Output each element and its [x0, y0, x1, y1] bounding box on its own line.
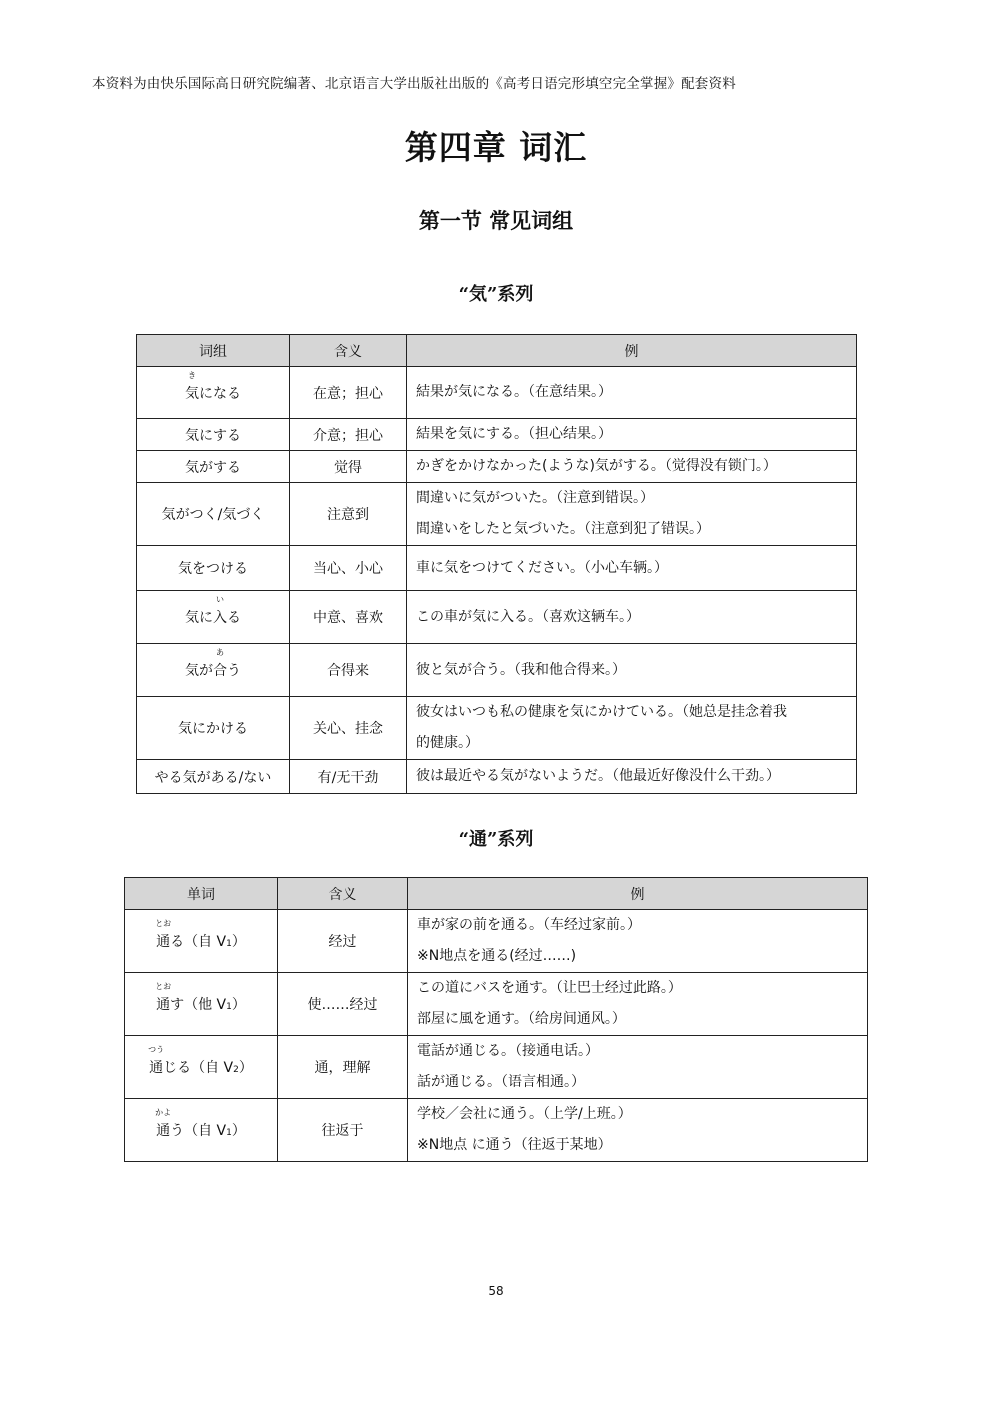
- example-cell: 学校／会社に通う。（上学/上班。） ※N地点 に通う（往返于某地）: [408, 1099, 868, 1162]
- phrase-cell: 気に い 入る: [137, 591, 290, 644]
- table-row: [137, 451, 857, 483]
- furigana: つう: [148, 1045, 165, 1054]
- example-cell: 車に気をつけてください。（小心车辆。）: [407, 546, 857, 591]
- phrase-cell: やる気がある/ない: [137, 760, 290, 794]
- example-cell: 彼は最近やる気がないようだ。（他最近好像没什么干劲。）: [407, 760, 857, 794]
- furigana: あ: [216, 648, 224, 657]
- phrase-cell: 気がつく/気づく: [137, 483, 290, 546]
- phrase-cell: 気にする: [137, 419, 290, 451]
- header-word: 单词: [125, 878, 278, 910]
- table-row: [125, 973, 868, 1036]
- table-row: [137, 367, 857, 419]
- example-cell: 車が家の前を通る。（车经过家前。） ※N地点を通る(经过……): [408, 910, 868, 973]
- phrase-cell: 気がする: [137, 451, 290, 483]
- furigana: とお: [155, 982, 172, 991]
- tsuu-series-title: “通”系列: [458, 829, 534, 850]
- tsuu-series-table: [124, 877, 868, 1162]
- example-cell: 結果が気になる。（在意结果。）: [407, 367, 857, 419]
- example-cell: 電話が通じる。（接通电话。） 話が通じる。（语言相通。）: [408, 1036, 868, 1099]
- furigana: い: [216, 595, 224, 604]
- header-example: 例: [408, 878, 868, 910]
- phrase-cell: 気が あ 合う: [137, 644, 290, 697]
- header-meaning: 含义: [290, 335, 407, 367]
- example-cell: 間違いに気がついた。（注意到错误。） 間違いをしたと気づいた。（注意到犯了错误。）: [407, 483, 857, 546]
- header-meaning: 含义: [278, 878, 408, 910]
- table-header-row: [125, 878, 868, 910]
- example-cell: かぎをかけなかった(ような)気がする。（觉得没有锁门。）: [407, 451, 857, 483]
- meaning-cell: 使……经过: [278, 973, 408, 1036]
- meaning-cell: 关心、挂念: [290, 697, 407, 760]
- meaning-cell: 当心、小心: [290, 546, 407, 591]
- example-cell: 結果を気にする。（担心结果。）: [407, 419, 857, 451]
- word-cell: とお 通す（他 V1）: [125, 973, 278, 1036]
- word-cell: とお 通る（自 V1）: [125, 910, 278, 973]
- meaning-cell: 在意；担心: [290, 367, 407, 419]
- table-row: [137, 546, 857, 591]
- table-row: [137, 697, 857, 760]
- furigana: き: [188, 370, 196, 380]
- word-cell: かよ 通う（自 V1）: [125, 1099, 278, 1162]
- ki-series-table: [136, 334, 857, 794]
- furigana: とお: [155, 919, 172, 928]
- table-row: [137, 644, 857, 697]
- furigana: かよ: [155, 1108, 172, 1117]
- header-phrase: 词组: [137, 335, 290, 367]
- meaning-cell: 注意到: [290, 483, 407, 546]
- phrase-cell: 気にかける: [137, 697, 290, 760]
- table-row: [125, 1099, 868, 1162]
- word-cell: つう 通じる（自 V2）: [125, 1036, 278, 1099]
- header-note: 本资料为由快乐国际高日研究院编著、北京语言大学出版社出版的《高考日语完形填空完全掌握》配套资料: [92, 76, 736, 92]
- example-cell: 彼女はいつも私の健康を気にかけている。（她总是挂念着我 的健康。）: [407, 697, 857, 760]
- table-row: [137, 760, 857, 794]
- example-cell: この道にバスを通す。（让巴士经过此路。） 部屋に風を通す。（给房间通风。）: [408, 973, 868, 1036]
- ki-series-title: “気”系列: [458, 284, 534, 305]
- table-row: [125, 910, 868, 973]
- phrase-cell: き 気になる: [137, 367, 290, 419]
- chapter-title: 第四章 词汇: [404, 128, 588, 167]
- meaning-cell: 经过: [278, 910, 408, 973]
- meaning-cell: 通，理解: [278, 1036, 408, 1099]
- example-cell: 彼と気が合う。（我和他合得来。）: [407, 644, 857, 697]
- table-row: [125, 1036, 868, 1099]
- meaning-cell: 合得来: [290, 644, 407, 697]
- phrase-cell: 気をつける: [137, 546, 290, 591]
- example-cell: この車が気に入る。（喜欢这辆车。）: [407, 591, 857, 644]
- page-number: 58: [488, 1284, 504, 1298]
- table-row: [137, 419, 857, 451]
- header-example: 例: [407, 335, 857, 367]
- table-row: [137, 483, 857, 546]
- section-title: 第一节 常见词组: [418, 208, 574, 233]
- meaning-cell: 中意、喜欢: [290, 591, 407, 644]
- table-row: [137, 591, 857, 644]
- meaning-cell: 往返于: [278, 1099, 408, 1162]
- meaning-cell: 觉得: [290, 451, 407, 483]
- table-header-row: [137, 335, 857, 367]
- meaning-cell: 有/无干劲: [290, 760, 407, 794]
- meaning-cell: 介意；担心: [290, 419, 407, 451]
